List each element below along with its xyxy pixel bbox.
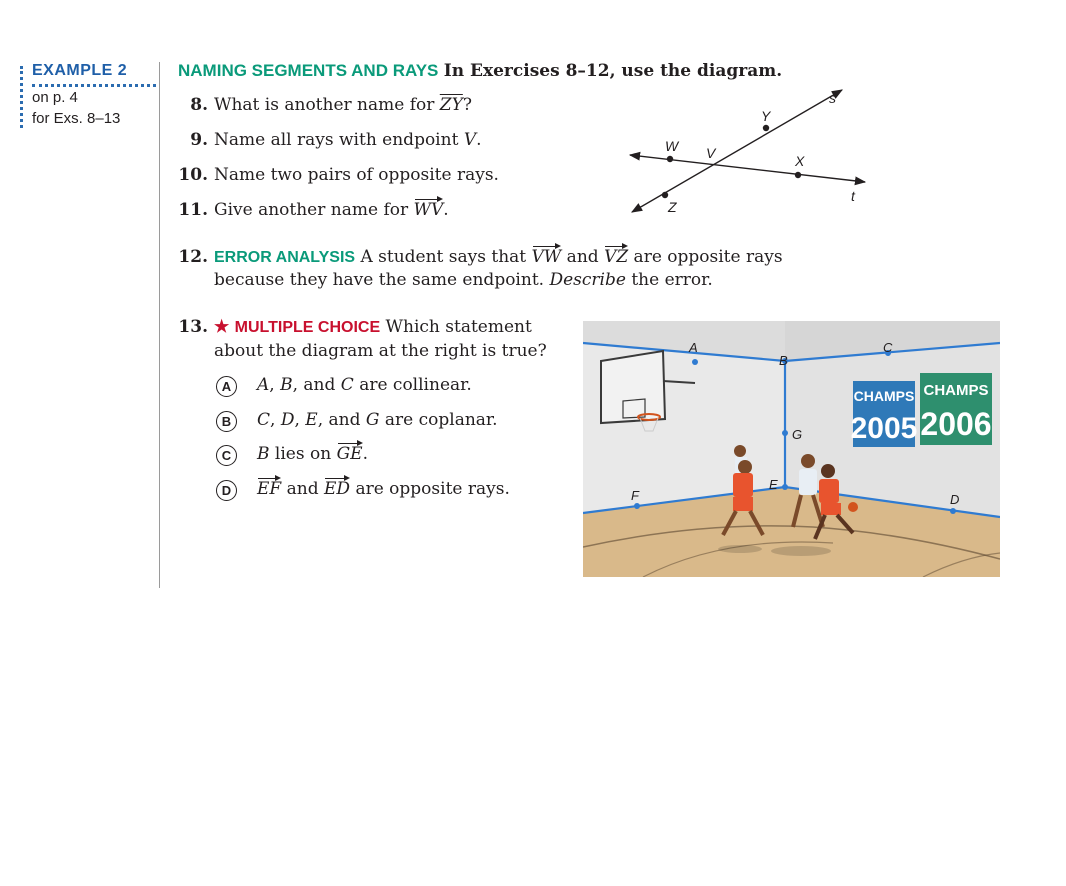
- exercise-text: Give another name for WV.: [214, 200, 449, 220]
- choice-d-badge[interactable]: D: [216, 480, 237, 501]
- multiple-choice-label: MULTIPLE CHOICE: [234, 319, 381, 336]
- ray-notation: WV: [413, 200, 444, 220]
- ray-notation: GE: [336, 444, 363, 464]
- backboard: [601, 351, 665, 423]
- section-intro: In Exercises 8–12, use the diagram.: [443, 61, 783, 81]
- label-line-t: t: [851, 188, 855, 204]
- example-label-underline: [32, 84, 156, 87]
- exercises-reference: for Exs. 8–13: [32, 110, 121, 127]
- ray-notation: ED: [324, 479, 351, 499]
- exercise-number: 12.: [178, 247, 208, 267]
- exercise-text: ERROR ANALYSIS A student says that VW and VZ are opposite rays: [214, 247, 783, 267]
- banner-2005-year: 2005: [850, 412, 918, 445]
- choice-d-text: EF and ED are opposite rays.: [257, 479, 510, 499]
- exercise-number: 10.: [178, 165, 208, 185]
- line-t: [630, 155, 865, 182]
- label-c: C: [883, 340, 893, 355]
- point-w: [667, 156, 673, 162]
- label-g: G: [792, 427, 803, 442]
- choice-c-badge[interactable]: C: [216, 445, 237, 466]
- exercise-text: ★ MULTIPLE CHOICE Which statement: [214, 317, 532, 337]
- label-z: Z: [668, 199, 677, 215]
- label-a: A: [689, 340, 698, 355]
- label-f: F: [631, 488, 639, 503]
- label-y: Y: [761, 108, 771, 124]
- section-heading-label: NAMING SEGMENTS AND RAYS: [178, 61, 439, 80]
- exercise-text: What is another name for $\overline{ZY}$?: [214, 95, 472, 115]
- basketball: [848, 502, 858, 512]
- exercise-text: Name all rays with endpoint V.: [214, 130, 482, 150]
- exercise-12-line2: because they have the same endpoint. Describe the error.: [214, 270, 713, 290]
- choice-b-badge[interactable]: B: [216, 411, 237, 432]
- choice-b-text: C, D, E, and G are coplanar.: [257, 410, 498, 430]
- section-heading: [178, 61, 782, 81]
- segment-notation: $\overline{ZY}$: [439, 95, 463, 115]
- column-divider: [159, 62, 160, 588]
- ray-notation: VZ: [604, 247, 629, 267]
- exercise-text: Name two pairs of opposite rays.: [214, 165, 499, 185]
- exercise-number: 11.: [178, 200, 208, 220]
- star-icon: ★: [214, 317, 230, 336]
- choice-a-text: A, B, and C are collinear.: [257, 375, 472, 395]
- error-analysis-label: ERROR ANALYSIS: [214, 249, 356, 266]
- point-y: [763, 125, 769, 131]
- example-reference-label[interactable]: EXAMPLE 2: [32, 62, 128, 79]
- exercise-number: 9.: [190, 130, 208, 150]
- label-w: W: [665, 138, 679, 154]
- label-v: V: [706, 145, 716, 161]
- lines-diagram: [620, 85, 880, 220]
- exercise-number: 8.: [190, 95, 208, 115]
- banner-2006-title: CHAMPS: [923, 382, 989, 399]
- label-line-s: s: [829, 90, 836, 106]
- exercise-13-line2: about the diagram at the right is true?: [214, 341, 547, 361]
- banner-2005-title: CHAMPS: [853, 388, 915, 404]
- ray-notation: VW: [531, 247, 562, 267]
- point-z: [662, 192, 668, 198]
- label-d: D: [950, 492, 960, 507]
- page-reference: on p. 4: [32, 89, 78, 106]
- label-b: B: [779, 353, 788, 368]
- label-x: X: [795, 153, 805, 169]
- exercise-number: 13.: [178, 317, 208, 337]
- banner-2006-year: 2006: [920, 406, 992, 442]
- choice-a-badge[interactable]: A: [216, 376, 237, 397]
- choice-c-text: B lies on GE.: [257, 444, 368, 464]
- sidebar-dotted-rule: [20, 66, 23, 128]
- point-x: [795, 172, 801, 178]
- ray-notation: EF: [257, 479, 282, 499]
- label-e: E: [769, 477, 778, 492]
- gym-photo: [583, 321, 1000, 577]
